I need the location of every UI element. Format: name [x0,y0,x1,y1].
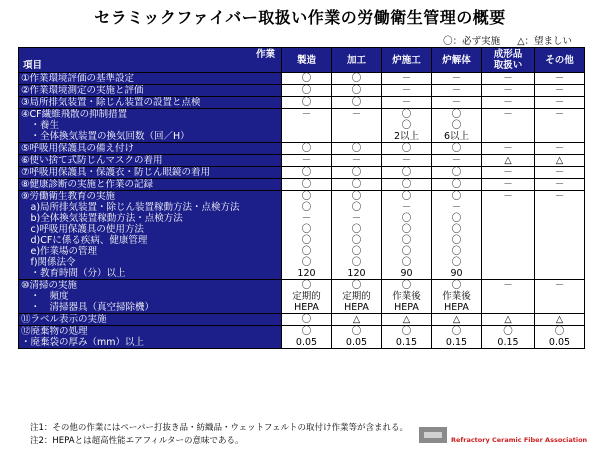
value-text: 〇 [451,246,462,257]
value-text: 〇 [401,143,412,154]
value-text: － [451,85,462,96]
column-header-label: 製造 [296,54,316,66]
value-cell [535,167,585,179]
value-cell [282,85,332,97]
value-text: 〇 [451,191,462,202]
value-text: － [401,73,412,84]
value-cell [432,167,482,179]
value-text: 〇 [401,326,412,337]
value-text [537,202,582,213]
value-text: － [401,97,412,108]
item-label: ⑥使い捨て式防じんマスクの着用 [21,155,163,166]
item-cell [19,167,282,179]
item-cell [19,85,282,97]
value-cell [332,85,382,97]
value-text: 〇 [451,109,462,120]
value-text: 〇 [351,167,362,178]
value-text: － [503,73,513,84]
item-label: ・全体換気装置の換気回数（回／H） [21,131,190,142]
value-cell [535,280,585,314]
table-row [19,143,585,155]
item-label: ⑩清掃の実施 [21,280,78,291]
value-text: 〇 [451,326,462,337]
value-text: 定期的 [292,291,321,302]
item-label: ②作業環境測定の実施と評価 [21,85,144,96]
value-cell [282,280,332,314]
value-text: － [351,155,362,166]
value-text: － [301,213,312,224]
association-logo [419,427,594,443]
value-text [484,291,532,302]
value-text: 〇 [401,167,412,178]
value-text: 6以上 [443,131,470,142]
value-text: － [503,143,513,154]
logo-mark-icon [419,427,447,443]
header-work-label: 作業 [255,49,275,60]
value-text: － [451,73,462,84]
value-cell [432,109,482,143]
value-cell [332,191,382,280]
value-text: 〇 [301,246,312,257]
value-text: 0.05 [548,337,571,348]
value-cell [282,155,332,167]
column-header-label: 取扱い [493,60,523,71]
value-text [484,120,532,131]
value-text: 〇 [351,191,362,202]
value-text: 〇 [451,167,462,178]
table-row [19,155,585,167]
value-text: 90 [400,268,413,279]
column-header [432,48,482,73]
value-text: － [554,109,565,120]
value-cell [535,85,585,97]
value-cell [382,85,432,97]
value-cell [382,109,432,143]
table-row [19,97,585,109]
value-text: 〇 [301,167,312,178]
value-text: 〇 [301,202,312,213]
value-text: 〇 [554,326,565,337]
value-text: 〇 [351,85,362,96]
value-text: 0.05 [345,337,368,348]
value-text: － [554,191,565,202]
value-cell [535,326,585,349]
value-cell [432,179,482,191]
value-text: － [301,109,312,120]
value-text: 〇 [451,213,462,224]
value-text: － [554,179,565,190]
note-2: 注2：HEPAとは超高性能エアフィルターの意味である。 [30,436,244,446]
column-header [382,48,432,73]
value-cell [382,191,432,280]
value-cell [382,167,432,179]
value-cell [535,314,585,326]
value-text: HEPA [394,302,419,313]
value-text: 〇 [351,224,362,235]
value-text: 〇 [401,120,412,131]
column-header-label: その他 [545,54,574,66]
value-text: 120 [297,268,316,279]
value-text: 〇 [401,224,412,235]
item-label: ・養生 [21,120,60,131]
column-header [482,48,535,73]
value-cell [482,155,535,167]
column-header [282,48,332,73]
value-text [537,131,582,142]
value-text [334,131,379,142]
value-text: △ [555,155,564,166]
value-text: HEPA [444,302,469,313]
value-cell [382,179,432,191]
value-text: 作業後 [392,291,421,302]
item-cell [19,179,282,191]
value-cell [482,314,535,326]
value-text: △ [402,314,411,325]
value-text: 2以上 [393,131,420,142]
column-header [535,48,585,73]
item-label: e)作業場の管理 [21,246,98,257]
item-label: ⑪ラベル表示の実施 [21,314,107,325]
value-text [537,246,582,257]
item-label: d)CFに係る疾病、健康管理 [21,235,148,246]
column-header-label: 成形品 [493,49,523,60]
value-cell [535,73,585,85]
item-cell [19,155,282,167]
value-text: 〇 [351,143,362,154]
value-cell [482,280,535,314]
value-text: 〇 [351,202,362,213]
value-cell [332,143,382,155]
value-text: 〇 [301,224,312,235]
value-cell [482,97,535,109]
table-row [19,326,585,349]
value-cell [282,109,332,143]
table-row [19,167,585,179]
value-text: － [503,179,513,190]
item-cell [19,191,282,280]
value-cell [432,326,482,349]
item-cell [19,109,282,143]
header-corner-cell [19,48,282,73]
value-text: 〇 [451,120,462,131]
value-text: 〇 [401,191,412,202]
item-label: ・廃棄袋の厚み（mm）以上 [21,337,145,348]
value-cell [282,97,332,109]
column-header [332,48,382,73]
value-text: － [301,155,312,166]
item-label: ⑦呼吸用保護具・保護衣・防じん眼鏡の着用 [21,167,211,178]
value-text: 〇 [351,257,362,268]
value-cell [282,73,332,85]
item-label: ⑨労働衛生教育の実施 [21,191,116,202]
value-cell [332,155,382,167]
table-row [19,73,585,85]
value-text: 〇 [301,257,312,268]
value-text: 作業後 [442,291,471,302]
value-text [484,246,532,257]
legend-must: 〇：必ず実施 [443,36,501,47]
item-cell [19,97,282,109]
value-cell [282,167,332,179]
value-cell [432,155,482,167]
value-text [537,291,582,302]
value-cell [382,97,432,109]
value-text: － [451,97,462,108]
item-label: ⑤呼吸用保護具の備え付け [21,143,135,154]
value-text: △ [504,314,512,325]
note-1: 注1：その他の作業にはペーパー打抜き品・紡織品・ウェットフェルトの取付け作業等が含まれる。 [30,423,408,433]
value-text: － [503,191,513,202]
value-cell [332,167,382,179]
value-text [484,131,532,142]
value-cell [432,85,482,97]
value-cell [535,179,585,191]
value-text: 〇 [351,97,362,108]
value-text: － [503,280,513,291]
logo-text: Refractory Ceramic Fiber Association [451,436,588,444]
value-text: 〇 [401,109,412,120]
value-text: － [451,202,462,213]
value-text: 定期的 [342,291,371,302]
value-cell [382,143,432,155]
value-cell [382,73,432,85]
value-text: － [554,97,565,108]
value-text: 〇 [451,224,462,235]
item-cell [19,73,282,85]
value-text: 〇 [351,326,362,337]
value-text: 〇 [351,179,362,190]
value-text: 〇 [301,97,312,108]
value-text: 〇 [301,314,312,325]
value-text: △ [452,314,461,325]
table-row [19,314,585,326]
column-header-label: 炉解体 [442,54,471,66]
header-row [19,48,585,73]
value-text: － [401,155,412,166]
value-text: － [503,109,513,120]
value-cell [482,85,535,97]
value-text: 〇 [301,326,312,337]
value-text: 〇 [351,246,362,257]
table-row [19,280,585,314]
value-cell [332,73,382,85]
value-text: 〇 [351,73,362,84]
value-cell [282,314,332,326]
value-text: － [554,280,565,291]
value-text: 〇 [451,143,462,154]
value-text: － [554,85,565,96]
value-text: － [401,85,412,96]
value-text: － [451,155,462,166]
value-cell [482,167,535,179]
value-cell [432,73,482,85]
value-text [284,131,329,142]
value-cell [282,326,332,349]
value-cell [332,109,382,143]
value-text: 〇 [301,179,312,190]
value-text: － [503,85,513,96]
value-text [484,235,532,246]
value-text: HEPA [344,302,369,313]
value-text: 〇 [401,235,412,246]
legend-desirable: △：望ましい [517,36,572,47]
value-cell [432,143,482,155]
value-text [484,202,532,213]
value-text: 〇 [401,179,412,190]
value-cell [382,155,432,167]
item-label: ①作業環境評価の基準設定 [21,73,135,84]
value-cell [332,97,382,109]
value-cell [282,191,332,280]
value-cell [535,97,585,109]
value-cell [535,155,585,167]
value-cell [482,326,535,349]
value-text: 〇 [451,257,462,268]
item-label: f)関係法令 [21,257,76,268]
value-text: 0.15 [497,337,519,348]
item-label: c)呼吸用保護具の使用方法 [21,224,144,235]
value-cell [332,314,382,326]
value-cell [382,280,432,314]
value-cell [332,280,382,314]
value-text: 0.05 [295,337,318,348]
value-cell [432,97,482,109]
value-text [537,302,582,313]
value-text: 〇 [451,235,462,246]
value-text: 〇 [451,179,462,190]
value-text [484,268,532,279]
value-text: － [503,97,513,108]
value-text: 〇 [301,235,312,246]
value-cell [432,314,482,326]
value-cell [482,143,535,155]
legend [429,33,572,47]
column-header-label: 炉施工 [392,54,421,66]
value-text [537,268,582,279]
value-text: △ [504,155,512,166]
value-cell [535,143,585,155]
item-label: ・教育時間（分）以上 [21,268,126,279]
table-row [19,109,585,143]
value-cell [482,179,535,191]
item-cell [19,326,282,349]
item-label: a)局所排気装置・除じん装置稼動方法・点検方法 [21,202,240,213]
item-label: ③局所排気装置・除じん装置の設置と点検 [21,97,201,108]
value-text: － [401,202,412,213]
item-label: ④CF繊維飛散の抑制措置 [21,109,128,120]
value-text: HEPA [294,302,319,313]
value-text: 〇 [351,235,362,246]
value-text [484,224,532,235]
item-cell [19,314,282,326]
value-text [537,213,582,224]
value-text: 〇 [451,280,462,291]
value-text: 〇 [401,213,412,224]
value-cell [332,179,382,191]
value-cell [482,73,535,85]
value-text: 〇 [301,191,312,202]
value-text: 〇 [301,73,312,84]
column-header-label: 加工 [346,54,366,66]
item-label: ・ 清掃器具（真空掃除機） [21,302,155,313]
item-label: ⑫廃棄物の処理 [21,326,88,337]
value-text: 0.15 [445,337,468,348]
value-text [537,224,582,235]
item-cell [19,143,282,155]
value-cell [282,179,332,191]
value-text: 〇 [301,280,312,291]
value-cell [382,314,432,326]
value-text: 〇 [401,246,412,257]
table-row [19,191,585,280]
value-cell [382,326,432,349]
value-cell [432,280,482,314]
value-cell [482,109,535,143]
value-text: △ [555,314,564,325]
value-text: 〇 [503,326,513,337]
value-text [484,302,532,313]
value-cell [482,191,535,280]
value-text: － [554,143,565,154]
value-text: 〇 [301,85,312,96]
table-row [19,179,585,191]
value-text [537,120,582,131]
value-text: － [351,213,362,224]
value-text [484,257,532,268]
value-text [537,235,582,246]
value-text: 90 [450,268,463,279]
value-text [334,120,379,131]
value-text: 120 [347,268,366,279]
value-text: － [503,167,513,178]
value-text: 0.15 [395,337,418,348]
item-cell [19,280,282,314]
value-text: － [554,73,565,84]
value-text: 〇 [401,280,412,291]
value-text: △ [352,314,361,325]
value-cell [432,191,482,280]
value-text [284,120,329,131]
management-table [18,47,585,349]
item-label: ・ 頻度 [21,291,69,302]
value-text: 〇 [301,143,312,154]
value-text [484,213,532,224]
value-text: 〇 [351,280,362,291]
item-label: b)全体換気装置稼動方法・点検方法 [21,213,183,224]
item-label: ⑧健康診断の実施と作業の記録 [21,179,154,190]
value-cell [535,191,585,280]
value-text: 〇 [401,257,412,268]
header-item-label: 項目 [23,60,43,71]
table-row [19,85,585,97]
value-text: － [554,167,565,178]
value-cell [332,326,382,349]
value-cell [282,143,332,155]
value-text: － [351,109,362,120]
value-text [537,257,582,268]
page-title: セラミックファイバー取扱い作業の労働衛生管理の概要 [94,8,506,27]
value-cell [535,109,585,143]
